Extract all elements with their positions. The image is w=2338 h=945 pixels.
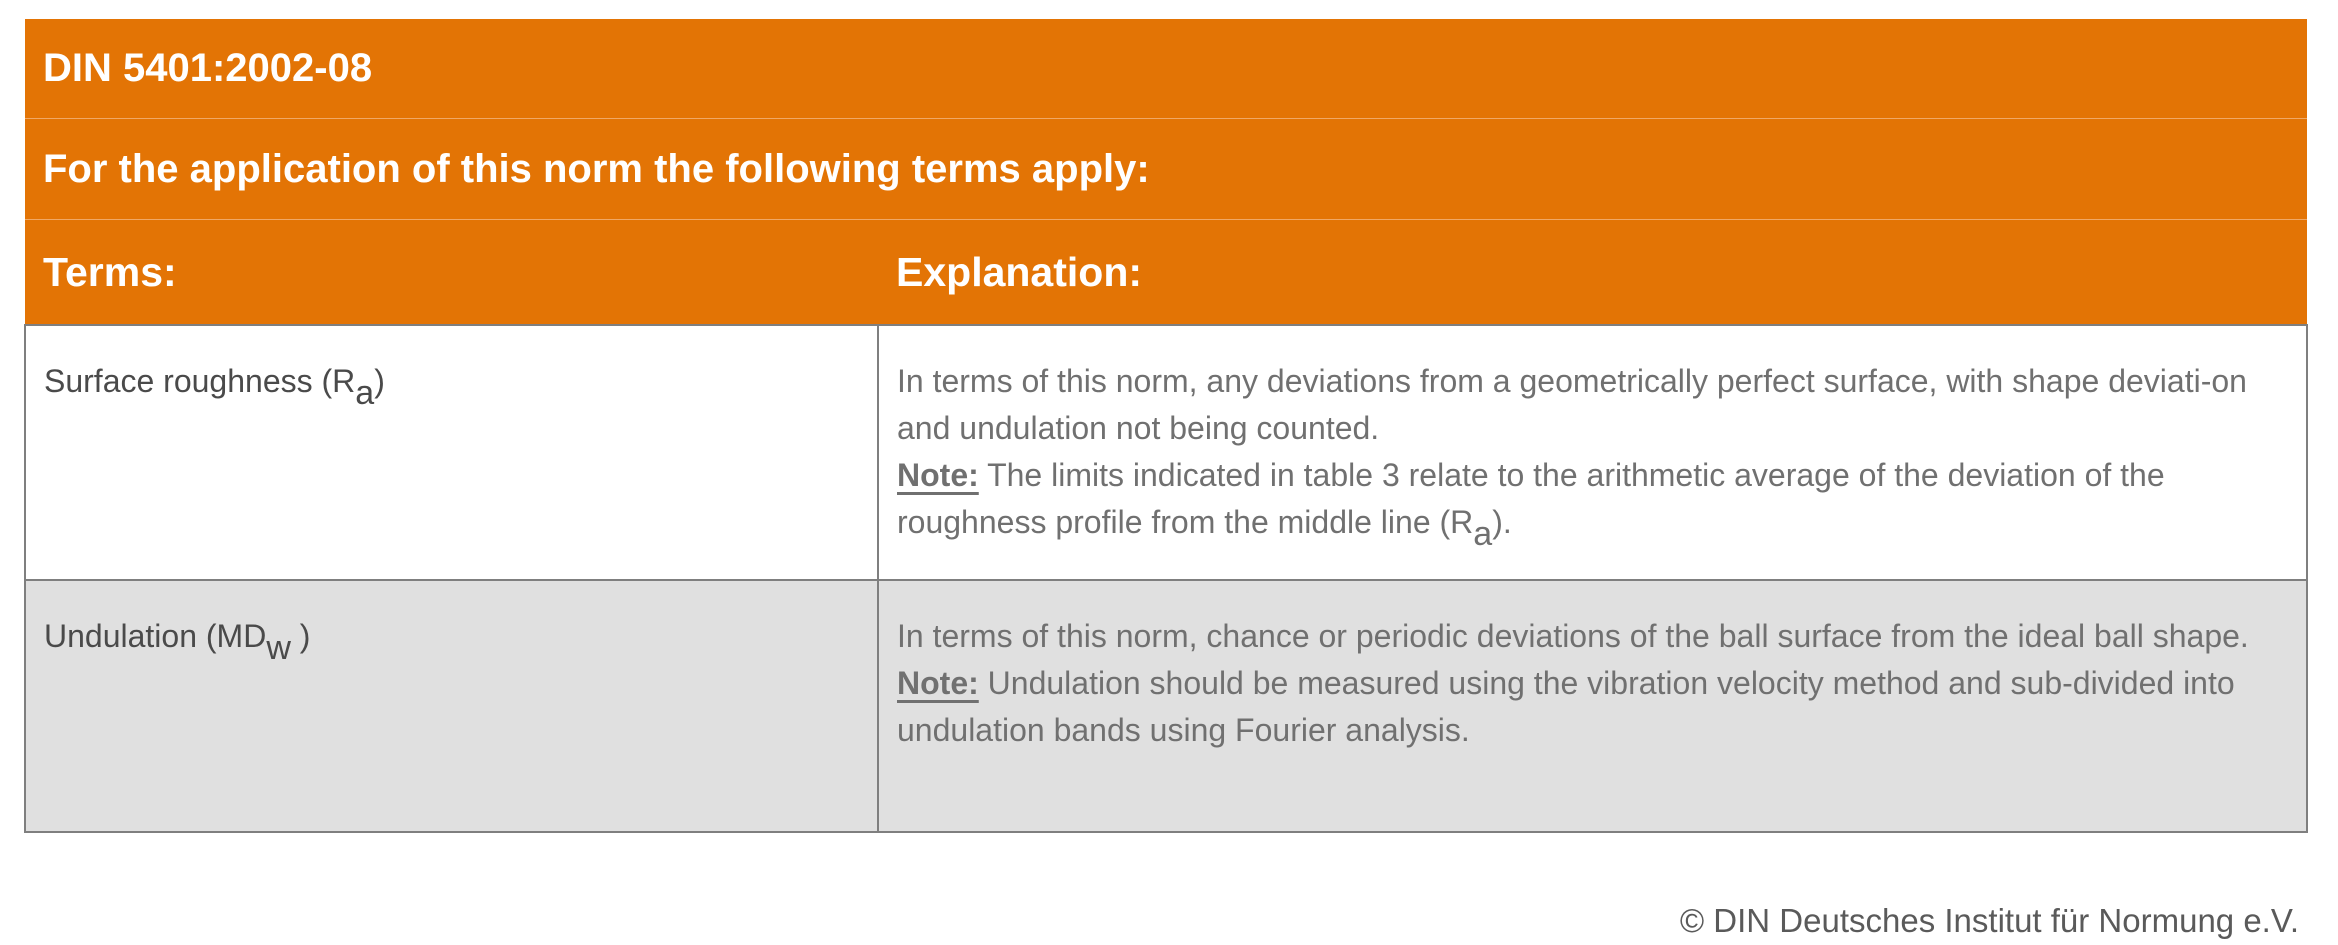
note-label: Note:	[897, 665, 979, 701]
header-terms: Terms:	[43, 248, 177, 295]
term-subscript: w	[266, 629, 291, 667]
norm-title: DIN 5401:2002-08	[25, 19, 2307, 119]
term-cell	[25, 325, 878, 580]
table-row	[25, 325, 2307, 580]
table-row	[25, 580, 2307, 832]
explanation-cell	[878, 580, 2307, 832]
term-end: )	[290, 618, 311, 654]
term-subscript: a	[355, 374, 375, 412]
explanation-cell	[878, 325, 2307, 580]
intro-row	[25, 119, 2307, 220]
terms-table	[24, 19, 2308, 833]
explanation-text: In terms of this norm, any deviations from a geometrically perfect surface, with shape deviati-on and undulation not being counted.	[897, 363, 2247, 446]
note-end: ).	[1492, 504, 1512, 540]
term-end: )	[374, 363, 385, 399]
term-text: Surface roughness (R	[44, 363, 356, 399]
term-cell	[25, 580, 878, 832]
intro-text: For the application of this norm the following terms apply:	[25, 119, 2307, 220]
header-explanation: Explanation:	[896, 248, 1143, 295]
term-text: Undulation (MD	[44, 618, 267, 654]
note-text: The limits indicated in table 3 relate to the arithmetic average of the deviation of the roughness profile from the middle line (R	[897, 457, 2165, 540]
explanation-text: In terms of this norm, chance or periodic deviations of the ball surface from the ideal ball shape.	[897, 618, 2249, 654]
copyright-notice: © DIN Deutsches Institut für Normung e.V.	[1679, 902, 2299, 939]
note-subscript: a	[1473, 515, 1493, 553]
title-row	[25, 19, 2307, 119]
column-header-row	[25, 220, 2307, 326]
note-label: Note:	[897, 457, 979, 493]
note-text: Undulation should be measured using the vibration velocity method and sub-divided into undulation bands using Fourier analysis.	[897, 665, 2235, 748]
